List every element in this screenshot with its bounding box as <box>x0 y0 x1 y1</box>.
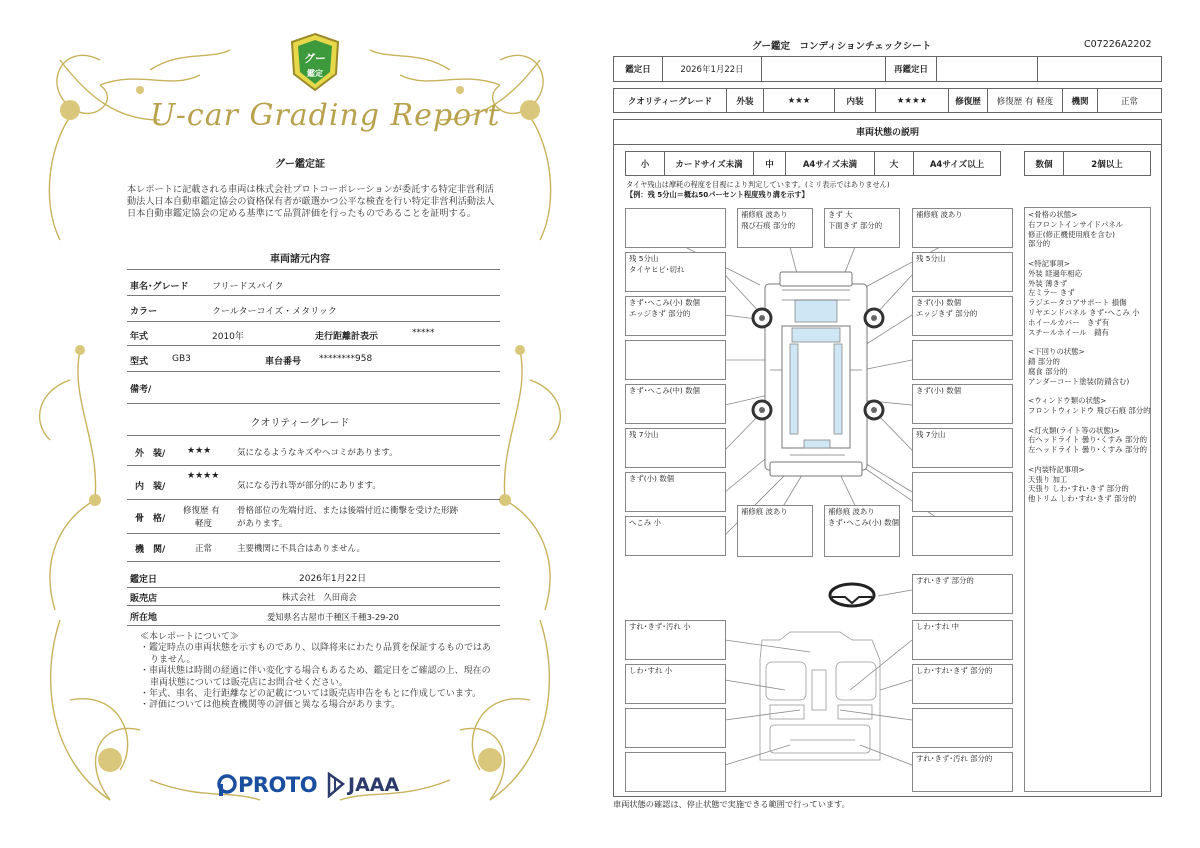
size-mid-value: A4サイズ未満 <box>785 151 875 176</box>
damage-label <box>912 340 1013 380</box>
blank-cell <box>761 56 886 82</box>
damage-label: きず 大 下面きず 部分的 <box>824 208 900 248</box>
row-engine <box>127 534 500 562</box>
tire-note-2: 【例：残 5分山＝概ね50パーセント程度残り溝を示す】 <box>626 190 809 199</box>
row-color <box>127 296 500 322</box>
date-value: 2026年1月22日 <box>662 56 762 82</box>
damage-label: 補修痕 波あり <box>737 505 813 557</box>
row-date <box>127 566 500 588</box>
notes-title: ≪本レポートについて≫ <box>140 632 239 642</box>
damage-label <box>625 208 726 248</box>
address-value: 愛知県名古屋市千種区千種3-29-20 <box>267 612 399 622</box>
row-model <box>127 346 500 372</box>
interior-label: すれ･きず･汚れ 小 <box>625 620 726 660</box>
size-small-label: 小 <box>625 151 665 176</box>
dealer-label: 販売店 <box>130 594 158 604</box>
certificate-intro: 本レポートに記載される車両は株式会社プロトコーポレーションが委託する特定非営利活動法人日本自動車鑑定協会の資格保有者が厳選かつ公平な検査を行い特定非営利活動法人日本自動車鑑定協会の定める基準にて品質評価を行ったものであることを証明する。 <box>127 184 495 220</box>
note-item: ・車両状態は時間の経過に伴い変化する場合もあるため、鑑定日をご確認の上、現在の車両状態については販売店にお問合せください。 <box>140 666 491 688</box>
address-label: 所在地 <box>130 613 158 623</box>
quality-divider <box>127 424 500 436</box>
interior-label <box>912 708 1013 748</box>
dealer-value: 株式会社 久田商会 <box>282 592 357 602</box>
quality-title: クオリティーグレード <box>250 418 350 429</box>
svg-text:鑑定: 鑑定 <box>307 69 323 78</box>
sheet-footer: 車両状態の確認は、停止状態で実施できる範囲で行っています。 <box>613 799 850 809</box>
tire-label: 残 7分山 <box>912 428 1013 468</box>
row-car-name <box>127 272 500 296</box>
engine-value: 正常 <box>1097 88 1162 113</box>
proto-text: PROTO <box>238 773 318 797</box>
tire-label: 残 7分山 <box>625 428 726 468</box>
damage-label <box>912 472 1013 512</box>
color-label: カラー <box>130 307 158 317</box>
svg-text:グー: グー <box>304 52 326 65</box>
damage-label: きず(小) 数個 <box>625 472 726 512</box>
row-address <box>127 606 500 626</box>
damage-label: 補修痕 波あり <box>912 208 1013 248</box>
note-item: ・評価については他検査機関等の評価と異なる場合があります。 <box>140 700 401 711</box>
frame-value-2: 軽度 <box>195 519 213 529</box>
row-frame <box>127 500 500 534</box>
jaaa-mark-icon <box>326 772 346 798</box>
exterior-label: 外 装/ <box>135 449 166 459</box>
tire-label: 残 5分山 <box>912 252 1013 292</box>
specs-title: 車両諸元内容 <box>270 254 330 265</box>
damage-label: きず(小) 数個 エッジきず 部分的 <box>912 296 1013 336</box>
mileage-label: 走行距離計表示 <box>315 332 379 342</box>
interior-label: しわ･すれ 小 <box>625 664 726 704</box>
goo-kantei-badge <box>288 32 342 92</box>
damage-label: 補修痕 波あり 飛び石痕 部分的 <box>737 208 813 248</box>
damage-label <box>912 516 1013 556</box>
steering-wheel-icon <box>830 584 874 606</box>
frame-desc-2: があります。 <box>237 519 288 529</box>
date-label: 鑑定日 <box>613 56 663 82</box>
certificate-title: グー鑑定証 <box>275 159 325 170</box>
report-script-title: U-car Grading Report <box>150 98 501 133</box>
sheet-title: グー鑑定 コンディションチェックシート <box>752 41 932 52</box>
proto-logo <box>216 771 317 799</box>
remarks-label: 備考/ <box>130 385 152 395</box>
tire-label: 残 5分山 タイヤヒビ･切れ <box>625 252 726 292</box>
specs-divider <box>127 260 500 270</box>
engine-desc: 主要機関に不具合はありません。 <box>237 544 366 554</box>
row-remarks <box>127 372 500 404</box>
year-value: 2010年 <box>212 332 244 342</box>
jaaa-logo <box>326 771 399 799</box>
car-name-label: 車名･グレード <box>130 282 189 292</box>
tire-note-1: タイヤ残山は摩耗の程度を目視により判定しています。(ミリ表示ではありません) <box>626 180 890 189</box>
damage-label <box>625 340 726 380</box>
interior-label: すれ･きず･汚れ 部分的 <box>912 752 1013 792</box>
frame-desc-1: 骨格部位の先端付近、または後端付近に衝撃を受けた形跡 <box>237 506 459 516</box>
interior-label <box>625 752 726 792</box>
damage-label: きず(小) 数個 <box>912 384 1013 424</box>
interior-label: 内 装/ <box>135 482 166 492</box>
blank-cell <box>1037 56 1162 82</box>
int-stars: ★★★★ <box>875 88 949 113</box>
exterior-desc: 気になるようなキズやヘコミがあります。 <box>237 448 398 458</box>
row-year <box>127 322 500 346</box>
report-notes <box>140 632 495 712</box>
interior-label: すれ･きず 部分的 <box>912 574 1013 614</box>
note-item: ・年式、車名、走行距離などの記載については販売店申告をもとに作成しています。 <box>140 689 482 700</box>
model-label: 型式 <box>130 357 149 367</box>
desc-title: 車両状態の説明 <box>613 119 1162 145</box>
mileage-value: ***** <box>412 328 435 338</box>
size-mid-label: 中 <box>753 151 786 176</box>
jaaa-text: JAAA <box>348 774 400 796</box>
repair-value: 修復歴 有 軽度 <box>987 88 1063 113</box>
ext-stars: ★★★ <box>763 88 835 113</box>
redate-value <box>936 56 1038 82</box>
ext-label: 外装 <box>726 88 764 113</box>
chassis-label: 車台番号 <box>265 357 302 367</box>
special-notes-panel: <骨格の状態> 右フロントインサイドパネル 修正(修正機使用痕を含む) 部分的 <特記事項> 外装 経過年相応 外装 薄きず 左ミラー きず ラジエータコアサポート 損傷 リヤエンドパネル きず･へこみ 小 ホイールカバー きず有 スチールホイール 錆有 <下回りの状態> 錆 部分的 腐食 部分的 アンダーコート塗装(防錆含む) <ウィンドウ類の状態> フロントウィンドウ 飛び石痕 部分的 <灯火類(ライト等の状態)> 右ヘッドライト 曇り･くすみ 部分的 左ヘッドライト 曇り･くすみ 部分的 <内装特記事項> 天張り 加工 天張り しわ･すれ･きず 部分的 他トリム しわ･すれ･きず 部分的 <box>1024 207 1151 792</box>
sheet-id: C07226A2202 <box>1084 39 1152 50</box>
engine-label: 機関 <box>1062 88 1098 113</box>
count-label: 数個 <box>1024 151 1064 176</box>
int-label: 内装 <box>834 88 876 113</box>
engine-label: 機 関/ <box>135 545 166 555</box>
row-dealer <box>127 588 500 606</box>
frame-value-1: 修復歴 有 <box>183 506 220 516</box>
interior-stars: ★★★★ <box>187 471 220 481</box>
interior-label: しわ･すれ･きず 部分的 <box>912 664 1013 704</box>
date-value: 2026年1月22日 <box>299 574 367 584</box>
note-item: ・鑑定時点の車両状態を示すものであり、以降将来にわたり品質を保証するものではありません。 <box>140 643 492 665</box>
row-interior <box>127 466 500 500</box>
interior-desc: 気になる汚れ等が部分的にあります。 <box>237 481 381 491</box>
date-label: 鑑定日 <box>130 575 158 585</box>
row-exterior <box>127 436 500 466</box>
color-value: クールターコイズ・メタリック <box>212 307 337 317</box>
frame-label: 骨 格/ <box>135 514 166 524</box>
proto-mark-icon <box>216 773 238 797</box>
model-value: GB3 <box>172 354 191 364</box>
chassis-value: ********958 <box>319 354 373 364</box>
year-label: 年式 <box>130 332 149 342</box>
count-value: 2個以上 <box>1063 151 1151 176</box>
engine-value: 正常 <box>195 544 213 554</box>
size-large-label: 大 <box>874 151 914 176</box>
size-large-value: A4サイズ以上 <box>913 151 1001 176</box>
exterior-stars: ★★★ <box>187 446 212 456</box>
damage-label: 補修痕 波あり きず･へこみ(小) 数個 <box>824 505 900 557</box>
damage-label: きず･へこみ(中) 数個 <box>625 384 726 424</box>
damage-label: きず･へこみ(小) 数個 エッジきず 部分的 <box>625 296 726 336</box>
redate-label: 再鑑定日 <box>885 56 937 82</box>
repair-label: 修復歴 <box>948 88 988 113</box>
car-name-value: フリードスパイク <box>212 282 284 292</box>
interior-label: しわ･すれ 中 <box>912 620 1013 660</box>
size-small-value: カードサイズ未満 <box>664 151 754 176</box>
interior-label <box>625 708 726 748</box>
grade-label: クオリティーグレード <box>613 88 727 113</box>
damage-label: へこみ 小 <box>625 516 726 556</box>
badge-text <box>288 94 342 95</box>
